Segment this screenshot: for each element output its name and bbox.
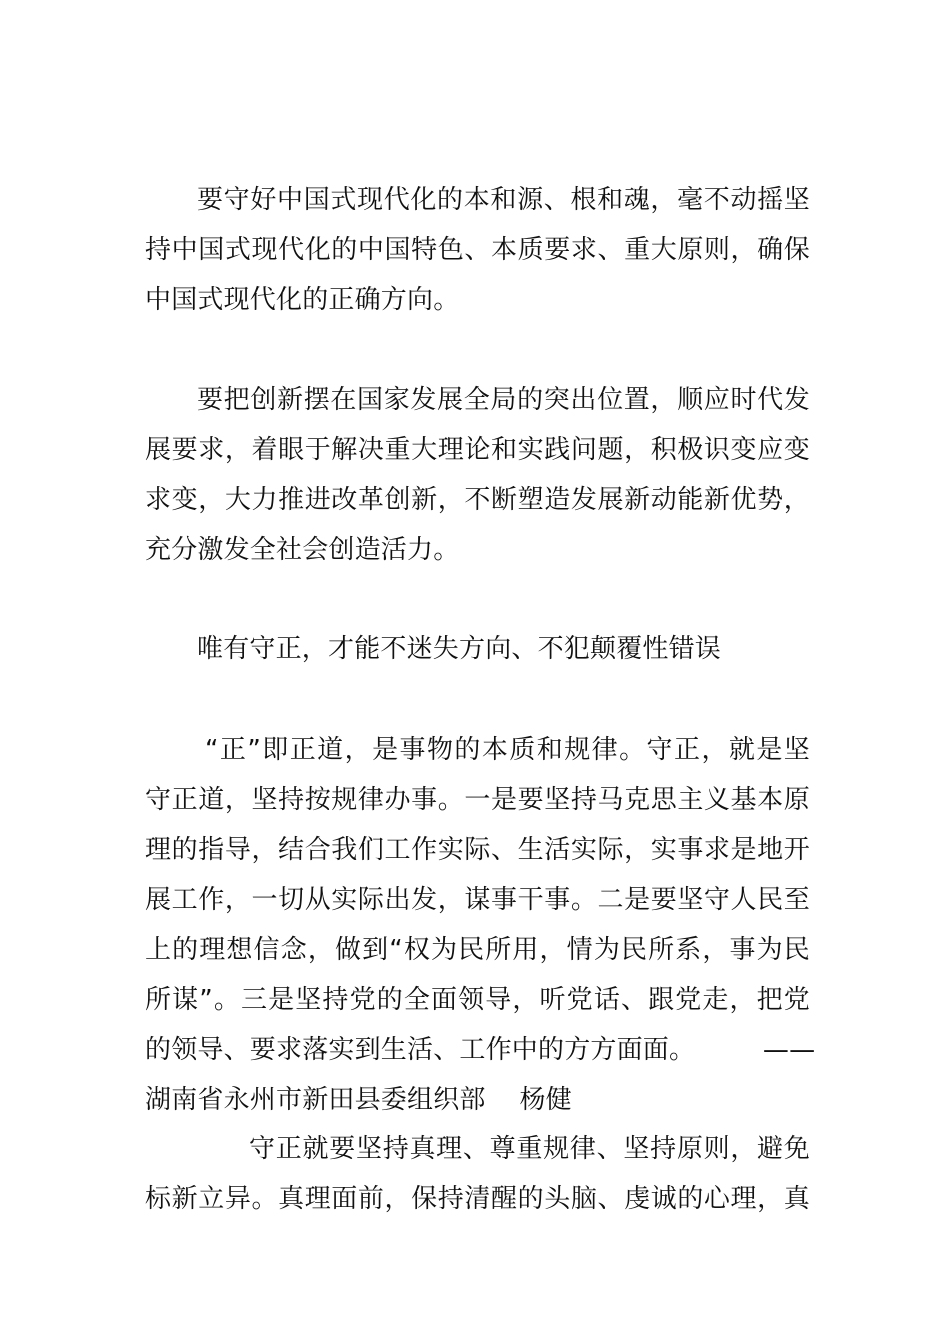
paragraph-3-line-6: 所谋”。三是坚持党的全面领导，听党话、跟党走，把党 xyxy=(145,985,810,1015)
paragraph-3-line-4: 展工作，一切从实际出发，谋事干事。二是要坚守人民至 xyxy=(145,885,810,915)
paragraph-3-line-3: 理的指导，结合我们工作实际、生活实际，实事求是地开 xyxy=(145,835,810,865)
paragraph-4-line-1: 守正就要坚持真理、尊重规律、坚持原则，避免 xyxy=(249,1134,810,1164)
paragraph-3-line-1: “正”即正道，是事物的本质和规律。守正，就是坚 xyxy=(205,735,810,765)
paragraph-3-line-2: 守正道，坚持按规律办事。一是要坚持马克思主义基本原 xyxy=(145,785,810,815)
section-heading: 唯有守正，才能不迷失方向、不犯颠覆性错误 xyxy=(197,634,722,664)
paragraph-1-line-3: 中国式现代化的正确方向。 xyxy=(145,285,460,315)
paragraph-2-line-4: 充分激发全社会创造活力。 xyxy=(145,535,460,565)
paragraph-2-line-2: 展要求，着眼于解决重大理论和实践问题，积极识变应变 xyxy=(145,435,810,465)
paragraph-3-line-5: 上的理想信念，做到“权为民所用，情为民所系，事为民 xyxy=(145,935,810,965)
paragraph-3-line-7: 的领导、要求落实到生活、工作中的方方面面。 —— xyxy=(145,1035,816,1065)
paragraph-1-line-2: 持中国式现代化的中国特色、本质要求、重大原则，确保 xyxy=(145,235,810,265)
author-attribution: 湖南省永州市新田县委组织部 杨健 xyxy=(145,1085,572,1115)
paragraph-2-line-1: 要把创新摆在国家发展全局的突出位置，顺应时代发 xyxy=(197,385,810,415)
paragraph-1-line-1: 要守好中国式现代化的本和源、根和魂，毫不动摇坚 xyxy=(197,185,810,215)
paragraph-4-line-2: 标新立异。真理面前，保持清醒的头脑、虔诚的心理，真 xyxy=(145,1184,810,1214)
paragraph-2-line-3: 求变，大力推进改革创新，不断塑造发展新动能新优势， xyxy=(145,485,810,515)
